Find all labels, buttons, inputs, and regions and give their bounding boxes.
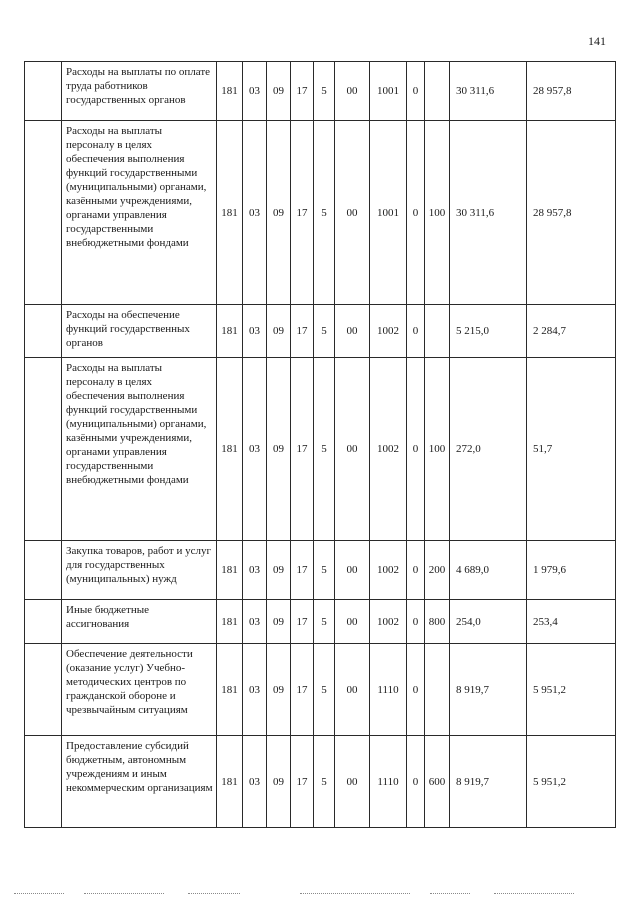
- code-section: 03: [243, 644, 267, 736]
- row-number-cell: [25, 644, 62, 736]
- table-row: [25, 358, 616, 541]
- code-program: 17: [291, 305, 314, 358]
- code-direction: 1002: [370, 358, 407, 541]
- table-row: [25, 62, 616, 121]
- scan-mark: [300, 893, 410, 895]
- code-subprogram: 5: [314, 62, 335, 121]
- table-row: [25, 600, 616, 644]
- amount-plan: 4 689,0: [450, 541, 527, 600]
- amount-executed: 253,4: [527, 600, 616, 644]
- code-element: 0: [407, 62, 425, 121]
- code-main-event: 00: [335, 644, 370, 736]
- scan-mark: [84, 893, 164, 895]
- code-subsection: 09: [267, 305, 291, 358]
- code-admin: 181: [217, 305, 243, 358]
- table-row: [25, 121, 616, 305]
- row-name: Расходы на обеспечение функций государственных органов: [62, 305, 217, 358]
- code-element: 0: [407, 305, 425, 358]
- row-name: Расходы на выплаты персоналу в целях обеспечения выполнения функций государственными (муниципальными) органами, казёнными учреждениями, органами управления государственными внебюджетными фондами: [62, 358, 217, 541]
- code-direction: 1002: [370, 541, 407, 600]
- code-main-event: 00: [335, 600, 370, 644]
- scan-mark: [494, 893, 574, 895]
- page-number: 141: [588, 34, 606, 48]
- code-section: 03: [243, 600, 267, 644]
- amount-plan: 5 215,0: [450, 305, 527, 358]
- code-main-event: 00: [335, 736, 370, 828]
- code-program: 17: [291, 600, 314, 644]
- amount-executed: 28 957,8: [527, 121, 616, 305]
- code-admin: 181: [217, 541, 243, 600]
- table-row: [25, 736, 616, 828]
- amount-plan: 254,0: [450, 600, 527, 644]
- code-admin: 181: [217, 121, 243, 305]
- code-admin: 181: [217, 600, 243, 644]
- code-program: 17: [291, 644, 314, 736]
- code-admin: 181: [217, 644, 243, 736]
- amount-plan: 272,0: [450, 358, 527, 541]
- scan-mark: [14, 893, 64, 895]
- code-admin: 181: [217, 62, 243, 121]
- amount-executed: 1 979,6: [527, 541, 616, 600]
- code-expense-type: 600: [425, 736, 450, 828]
- table-row: [25, 541, 616, 600]
- code-expense-type: 800: [425, 600, 450, 644]
- row-name: Расходы на выплаты персоналу в целях обеспечения выполнения функций государственными (муниципальными) органами, казёнными учреждениями, органами управления государственными внебюджетными фондами: [62, 121, 217, 305]
- amount-executed: 5 951,2: [527, 736, 616, 828]
- code-element: 0: [407, 644, 425, 736]
- code-expense-type: 100: [425, 358, 450, 541]
- code-subprogram: 5: [314, 358, 335, 541]
- amount-executed: 5 951,2: [527, 644, 616, 736]
- code-subprogram: 5: [314, 305, 335, 358]
- code-section: 03: [243, 541, 267, 600]
- row-name: Закупка товаров, работ и услуг для государственных (муниципальных) нужд: [62, 541, 217, 600]
- amount-executed: 28 957,8: [527, 62, 616, 121]
- code-program: 17: [291, 541, 314, 600]
- scan-mark: [188, 893, 240, 895]
- code-section: 03: [243, 736, 267, 828]
- code-expense-type: [425, 62, 450, 121]
- bottom-scan-marks: [0, 893, 640, 903]
- code-subprogram: 5: [314, 600, 335, 644]
- row-number-cell: [25, 541, 62, 600]
- table-row: [25, 644, 616, 736]
- amount-plan: 30 311,6: [450, 121, 527, 305]
- amount-plan: 30 311,6: [450, 62, 527, 121]
- code-admin: 181: [217, 358, 243, 541]
- row-number-cell: [25, 600, 62, 644]
- code-section: 03: [243, 62, 267, 121]
- code-direction: 1110: [370, 644, 407, 736]
- table-body: [25, 62, 616, 828]
- code-element: 0: [407, 541, 425, 600]
- code-subsection: 09: [267, 358, 291, 541]
- row-number-cell: [25, 736, 62, 828]
- row-name: Обеспечение деятельности (оказание услуг) Учебно-методических центров по гражданской обороне и чрезвычайным ситуациям: [62, 644, 217, 736]
- code-direction: 1002: [370, 305, 407, 358]
- code-main-event: 00: [335, 358, 370, 541]
- code-direction: 1002: [370, 600, 407, 644]
- code-subsection: 09: [267, 644, 291, 736]
- amount-executed: 2 284,7: [527, 305, 616, 358]
- code-expense-type: [425, 644, 450, 736]
- amount-plan: 8 919,7: [450, 736, 527, 828]
- code-subsection: 09: [267, 62, 291, 121]
- code-expense-type: 200: [425, 541, 450, 600]
- row-number-cell: [25, 62, 62, 121]
- code-subprogram: 5: [314, 736, 335, 828]
- row-name: Предоставление субсидий бюджетным, автономным учреждениям и иным некоммерческим организациям: [62, 736, 217, 828]
- code-subsection: 09: [267, 600, 291, 644]
- code-direction: 1001: [370, 121, 407, 305]
- row-name: Иные бюджетные ассигнования: [62, 600, 217, 644]
- code-subsection: 09: [267, 541, 291, 600]
- code-main-event: 00: [335, 121, 370, 305]
- code-subprogram: 5: [314, 121, 335, 305]
- code-admin: 181: [217, 736, 243, 828]
- code-element: 0: [407, 358, 425, 541]
- table-row: [25, 305, 616, 358]
- code-element: 0: [407, 736, 425, 828]
- code-main-event: 00: [335, 305, 370, 358]
- code-section: 03: [243, 305, 267, 358]
- code-subsection: 09: [267, 736, 291, 828]
- code-main-event: 00: [335, 62, 370, 121]
- code-program: 17: [291, 62, 314, 121]
- code-main-event: 00: [335, 541, 370, 600]
- row-number-cell: [25, 305, 62, 358]
- code-expense-type: 100: [425, 121, 450, 305]
- code-subprogram: 5: [314, 541, 335, 600]
- row-name: Расходы на выплаты по оплате труда работников государственных органов: [62, 62, 217, 121]
- budget-table: [24, 61, 616, 828]
- code-expense-type: [425, 305, 450, 358]
- code-program: 17: [291, 358, 314, 541]
- row-number-cell: [25, 121, 62, 305]
- code-direction: 1110: [370, 736, 407, 828]
- amount-executed: 51,7: [527, 358, 616, 541]
- code-section: 03: [243, 121, 267, 305]
- code-direction: 1001: [370, 62, 407, 121]
- row-number-cell: [25, 358, 62, 541]
- code-subsection: 09: [267, 121, 291, 305]
- code-element: 0: [407, 121, 425, 305]
- scan-mark: [430, 893, 470, 895]
- code-program: 17: [291, 121, 314, 305]
- code-program: 17: [291, 736, 314, 828]
- code-section: 03: [243, 358, 267, 541]
- code-subprogram: 5: [314, 644, 335, 736]
- code-element: 0: [407, 600, 425, 644]
- amount-plan: 8 919,7: [450, 644, 527, 736]
